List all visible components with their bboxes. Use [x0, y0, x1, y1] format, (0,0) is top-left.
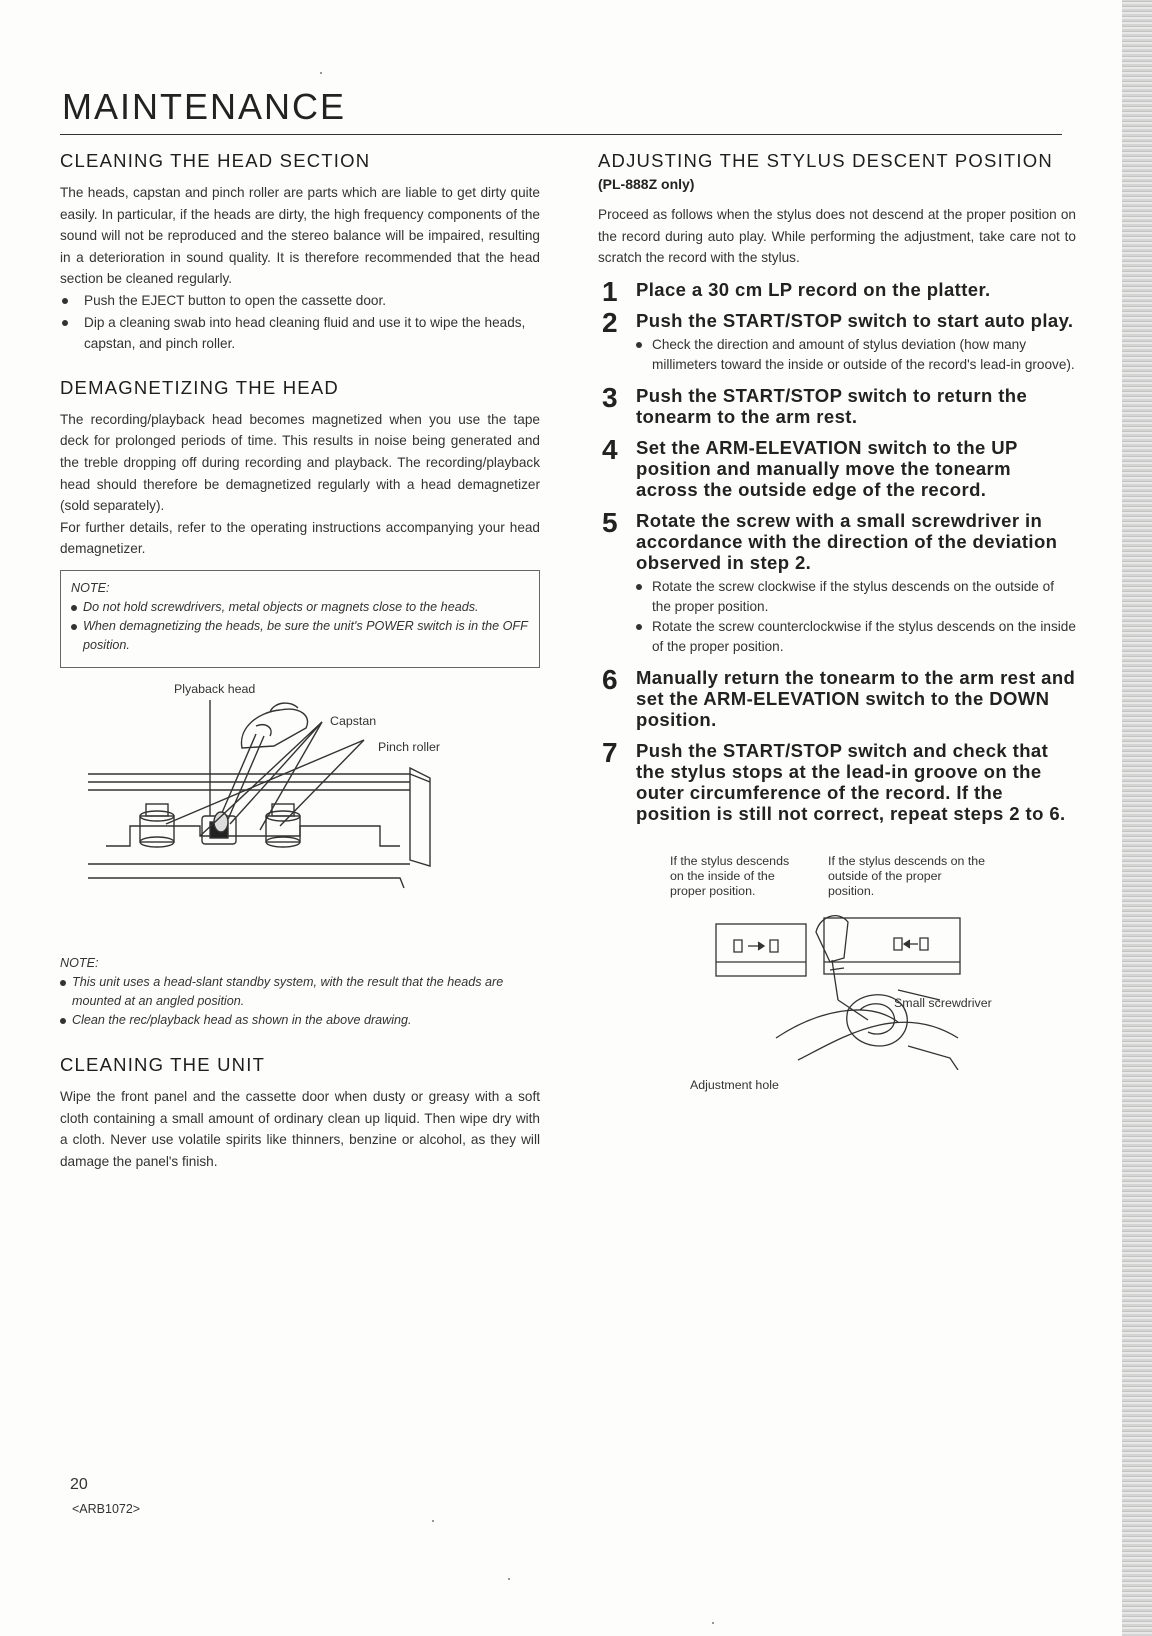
list-item: Rotate the screw clockwise if the stylus descends on the outside of the proper position.	[636, 577, 1076, 617]
step-5	[598, 506, 1076, 657]
demagnetizing-body: The recording/playback head becomes magnetized when you use the tape deck for prolonged periods of time. This results in noise being generated and the treble dropping off during recording and playback. The recording/playback head should therefore be demagnetized regularly with a head demagnetizer (sold separately).	[60, 411, 540, 514]
step-4	[598, 433, 1076, 500]
step-text: Push the START/STOP switch and check that the stylus stops at the lead-in groove on the outer circumference of the record. If the position is still not correct, repeat steps 2 to 6.	[636, 739, 1066, 824]
step-number: 3	[602, 381, 618, 413]
step-5-bullets	[636, 577, 1076, 657]
step-3	[598, 381, 1076, 427]
note-item: Clean the rec/playback head as shown in the above drawing.	[60, 1011, 540, 1030]
page-title: MAINTENANCE	[62, 86, 347, 127]
note-item: Do not hold screwdrivers, metal objects or magnets close to the heads.	[71, 598, 529, 617]
page-number: 20	[70, 1476, 88, 1493]
step-text: Set the ARM-ELEVATION switch to the UP position and manually move the tonearm across the outside edge of the record.	[636, 436, 1018, 500]
stylus-adjust-heading: ADJUSTING THE STYLUS DESCENT POSITION	[598, 150, 1053, 171]
list-item: Dip a cleaning swab into head cleaning fluid and use it to wipe the heads, capstan, and pinch roller.	[60, 312, 540, 355]
step-number: 4	[602, 433, 618, 465]
step-6	[598, 663, 1076, 730]
step-1	[598, 275, 1076, 307]
model-note: (PL-888Z only)	[598, 176, 695, 192]
note-item: This unit uses a head-slant standby system, with the result that the heads are mounted at an angled position.	[60, 973, 540, 1011]
paper-speck	[320, 72, 322, 74]
step-text: Place a 30 cm LP record on the platter.	[636, 278, 991, 300]
left-column	[60, 150, 540, 1172]
demagnetizing-body-2: For further details, refer to the operating instructions accompanying your head demagnetizer.	[60, 519, 540, 557]
cleaning-head-bullets	[60, 290, 540, 355]
playback-head-label: Plyaback head	[174, 681, 256, 696]
cleaning-head-heading: CLEANING THE HEAD SECTION	[60, 150, 371, 171]
list-item: Rotate the screw counterclockwise if the stylus descends on the inside of the proper position.	[636, 617, 1076, 657]
cleaning-unit-heading: CLEANING THE UNIT	[60, 1053, 266, 1075]
paper-speck	[432, 1520, 434, 1522]
demagnetizing-heading: DEMAGNETIZING THE HEAD	[60, 376, 339, 398]
step-number: 7	[602, 736, 618, 768]
step-text: Rotate the screw with a small screwdriver in accordance with the direction of the deviation observed in step 2.	[636, 509, 1058, 573]
screwdriver-label: Small screwdriver	[894, 995, 992, 1010]
head-cleaning-figure	[60, 676, 540, 946]
capstan-label: Capstan	[330, 713, 377, 728]
list-item: Check the direction and amount of stylus deviation (how many millimeters toward the inside or outside of the record's lead-in groove).	[636, 335, 1076, 375]
note-label: NOTE:	[71, 580, 110, 595]
note-box	[60, 570, 540, 668]
step-number: 1	[602, 275, 618, 307]
note-2-label: NOTE:	[60, 955, 99, 970]
cleaning-unit-section	[60, 1054, 540, 1172]
cleaning-head-body: The heads, capstan and pinch roller are parts which are liable to get dirty quite easily. In particular, if the heads are dirty, the high frequency components of the sound will not be reproduced and the stereo balance will be impaired, resulting in a deterioration in sound quality. It is therefore recommended that the head section be cleaned regularly.	[60, 185, 540, 287]
paper-speck	[508, 1578, 510, 1580]
step-text: Manually return the tonearm to the arm rest and set the ARM-ELEVATION switch to the DOWN position.	[636, 666, 1076, 730]
inside-label: If the stylus descends on the inside of the proper position.	[670, 853, 790, 898]
note-item: When demagnetizing the heads, be sure the unit's POWER switch is in the OFF position.	[71, 617, 529, 655]
step-2	[598, 306, 1076, 375]
stylus-adjust-figure	[598, 850, 1076, 1092]
step-number: 6	[602, 663, 618, 695]
adjustment-hole-label: Adjustment hole	[690, 1077, 779, 1092]
step-number: 2	[602, 306, 618, 338]
cleaning-head-section	[60, 150, 540, 355]
step-text: Push the START/STOP switch to return the tonearm to the arm rest.	[636, 384, 1028, 427]
list-item: Push the EJECT button to open the cassette door.	[60, 290, 540, 312]
demagnetizing-section	[60, 377, 540, 560]
step-text: Push the START/STOP switch to start auto play.	[636, 309, 1074, 331]
step-2-bullets	[636, 335, 1076, 375]
outside-label: If the stylus descends on the outside of the proper position.	[828, 853, 986, 898]
document-code: <ARB1072>	[72, 1502, 141, 1516]
step-number: 5	[602, 506, 618, 538]
note-2	[60, 954, 540, 1030]
step-7	[598, 736, 1076, 824]
paper-speck	[712, 1622, 714, 1624]
stylus-adjust-intro: Proceed as follows when the stylus does not descend at the proper position on the record during auto play. While performing the adjustment, take care not to scratch the record with the stylus.	[598, 207, 1076, 266]
cleaning-unit-body: Wipe the front panel and the cassette door when dusty or greasy with a soft cloth containing a small amount of ordinary clean up liquid. Then wipe dry with a cloth. Never use volatile spirits like thinners, benzine or alcohol, as they will damage the panel's finish.	[60, 1088, 540, 1169]
page-edge	[1122, 0, 1152, 1636]
right-column	[598, 150, 1076, 1092]
head-cleaning-drawing	[60, 676, 540, 946]
pinch-roller-label: Pinch roller	[378, 739, 440, 754]
title-rule	[60, 134, 1062, 135]
